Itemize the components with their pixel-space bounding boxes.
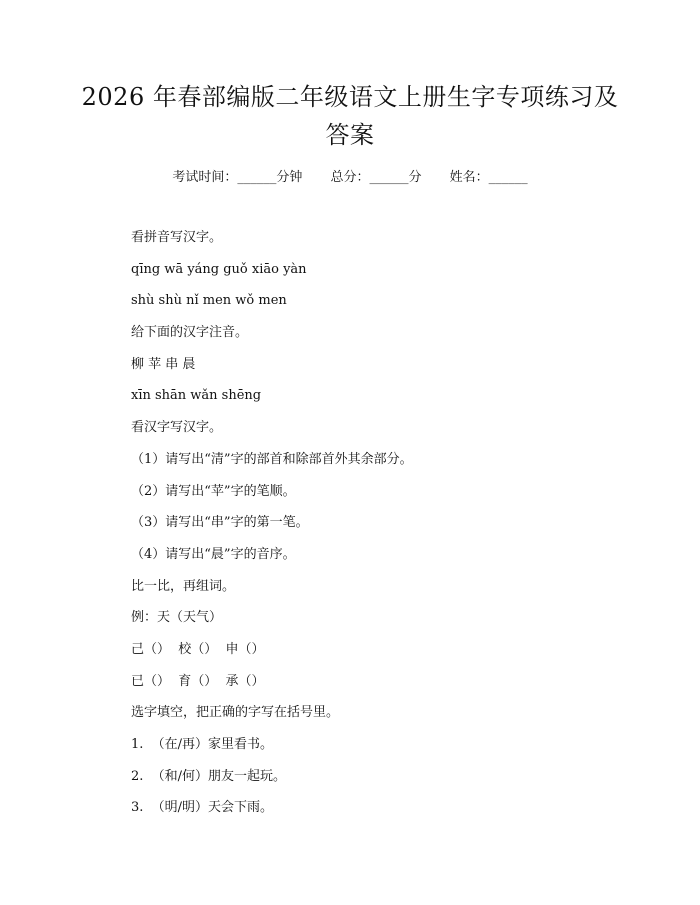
section-heading-pinyin-to-hanzi: 看拼音写汉字。 <box>131 230 223 245</box>
pinyin-line-1: qīng wā yáng guǒ xiāo yàn <box>131 261 307 277</box>
fill-item: 3. （明/明）天会下雨。 <box>131 800 274 816</box>
question-item: （2）请写出“苹”字的笔顺。 <box>131 483 296 499</box>
pinyin-line-2: shù shù nǐ men wǒ men <box>131 293 287 309</box>
fill-item: 2. （和/何）朋友一起玩。 <box>131 768 287 784</box>
hanzi-line: 柳 苹 串 晨 <box>131 356 196 372</box>
student-name: 姓名：______ <box>449 170 528 185</box>
section-heading-compare-words: 比一比，再组词。 <box>131 578 236 594</box>
question-list <box>131 226 611 828</box>
total-score: 总分：______分 <box>330 170 422 185</box>
question-item: （1）请写出“清”字的部首和除部首外其余部分。 <box>131 451 413 467</box>
document-title: 2026 年春部编版二年级语文上册生字专项练习及答案 <box>81 83 619 149</box>
section-heading-annotate-pinyin: 给下面的汉字注音。 <box>131 325 249 341</box>
question-item: （3）请写出“串”字的第一笔。 <box>131 515 309 531</box>
compare-line-1: 己（） 校（） 申（） <box>131 641 265 657</box>
question-item: （4）请写出“晨”字的音序。 <box>131 546 296 562</box>
section-heading-hanzi-writing: 看汉字写汉字。 <box>131 420 223 436</box>
example-line: 例：天（天气） <box>131 610 223 626</box>
compare-line-2: 已（） 育（） 承（） <box>131 673 265 689</box>
section-heading-fill-blank: 选字填空，把正确的字写在括号里。 <box>131 705 340 721</box>
fill-item: 1. （在/再）家里看书。 <box>131 737 274 752</box>
pinyin-line-3: xīn shān wǎn shēng <box>131 388 262 404</box>
exam-time: 考试时间：______分钟 <box>172 170 303 185</box>
exam-info-bar <box>0 168 700 188</box>
